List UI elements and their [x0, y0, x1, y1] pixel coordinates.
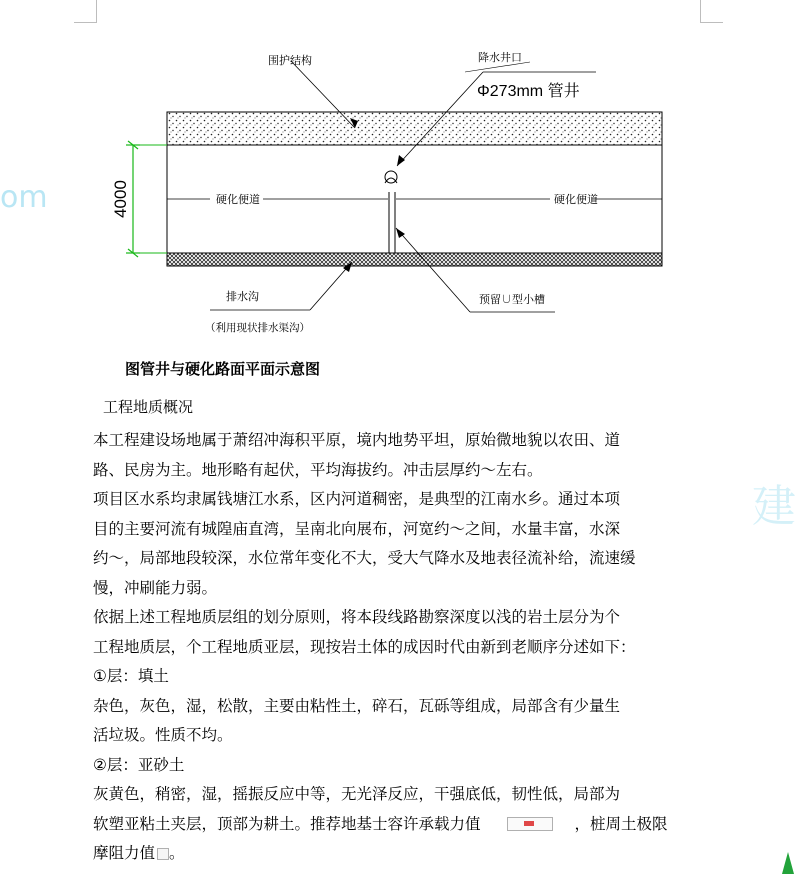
label-enclosure: 围护结构 — [268, 55, 312, 67]
well-road-plan-diagram — [0, 0, 796, 350]
label-u-groove: 预留∪型小槽 — [479, 294, 545, 306]
text-line: 灰黄色，稍密，湿，摇振反应中等，无光泽反应，干强底低，韧性低，局部为 — [93, 785, 621, 803]
label-drain-note: （利用现状排水渠沟） — [205, 322, 310, 334]
text-line: 本工程建设场地属于萧绍冲海积平原，境内地势平坦，原始微地貌以农田、道 — [93, 431, 621, 449]
label-drain: 排水沟 — [226, 291, 259, 303]
text-line: 项目区水系均隶属钱塘江水系，区内河道稠密，是典型的江南水乡。通过本项 — [93, 490, 621, 508]
text-segment: ，桩周土极限 — [574, 814, 668, 833]
text-line: 杂色，灰色，湿，松散，主要由粘性土，碎石，瓦砾等组成，局部含有少量生 — [93, 696, 621, 715]
label-road-left: 硬化便道 — [216, 194, 260, 206]
text-line: 工程地质层，个工程地质亚层，现按岩土体的成因时代由新到老顺序分述如下： — [93, 637, 636, 656]
label-well-mouth: 降水井口 — [478, 52, 522, 64]
text-line: 活垃圾。性质不均。 — [93, 726, 233, 744]
label-pipe: Φ273mm 管井 — [477, 83, 580, 100]
broken-image-small-icon — [157, 848, 169, 860]
watermark-right: 建 — [752, 481, 796, 532]
drain-band — [167, 253, 662, 266]
green-marker-icon — [782, 852, 794, 874]
text-line: 目的主要河流有城隍庙直湾，呈南北向展布，河宽约～之间，水量丰富，水深 — [93, 519, 621, 538]
label-road-right: 硬化便道 — [554, 194, 598, 206]
text-line: 慢，冲刷能力弱。 — [93, 578, 218, 597]
body-text — [93, 426, 713, 869]
text-segment: 摩阻力值 — [93, 844, 156, 862]
text-line: 约～，局部地段较深，水位常年变化不大，受大气降水及地表径流补给，流速缓 — [93, 549, 636, 567]
text-segment: 。 — [169, 844, 185, 862]
broken-image-icon — [507, 817, 553, 831]
text-segment: 软塑亚粘土夹层，顶部为耕土。推荐地基士容许承载力值 — [93, 814, 481, 833]
text-line — [93, 810, 713, 840]
watermark-left: om — [0, 180, 48, 215]
layer-1-title: ①层：填土 — [93, 667, 169, 685]
text-line: 路、民房为主。地形略有起伏，平均海拔约。冲击层厚约～左右。 — [93, 460, 543, 479]
label-dimension: 4000 — [111, 180, 130, 218]
text-line: 依据上述工程地质层组的划分原则，将本段线路勘察深度以浅的岩土层分为个 — [93, 608, 621, 626]
section-title: 工程地质概况 — [103, 398, 194, 416]
text-line — [93, 839, 713, 869]
layer-2-title: ②层：亚砂土 — [93, 755, 185, 774]
figure-caption: 图管井与硬化路面平面示意图 — [125, 360, 321, 378]
enclosure-band — [167, 112, 662, 145]
